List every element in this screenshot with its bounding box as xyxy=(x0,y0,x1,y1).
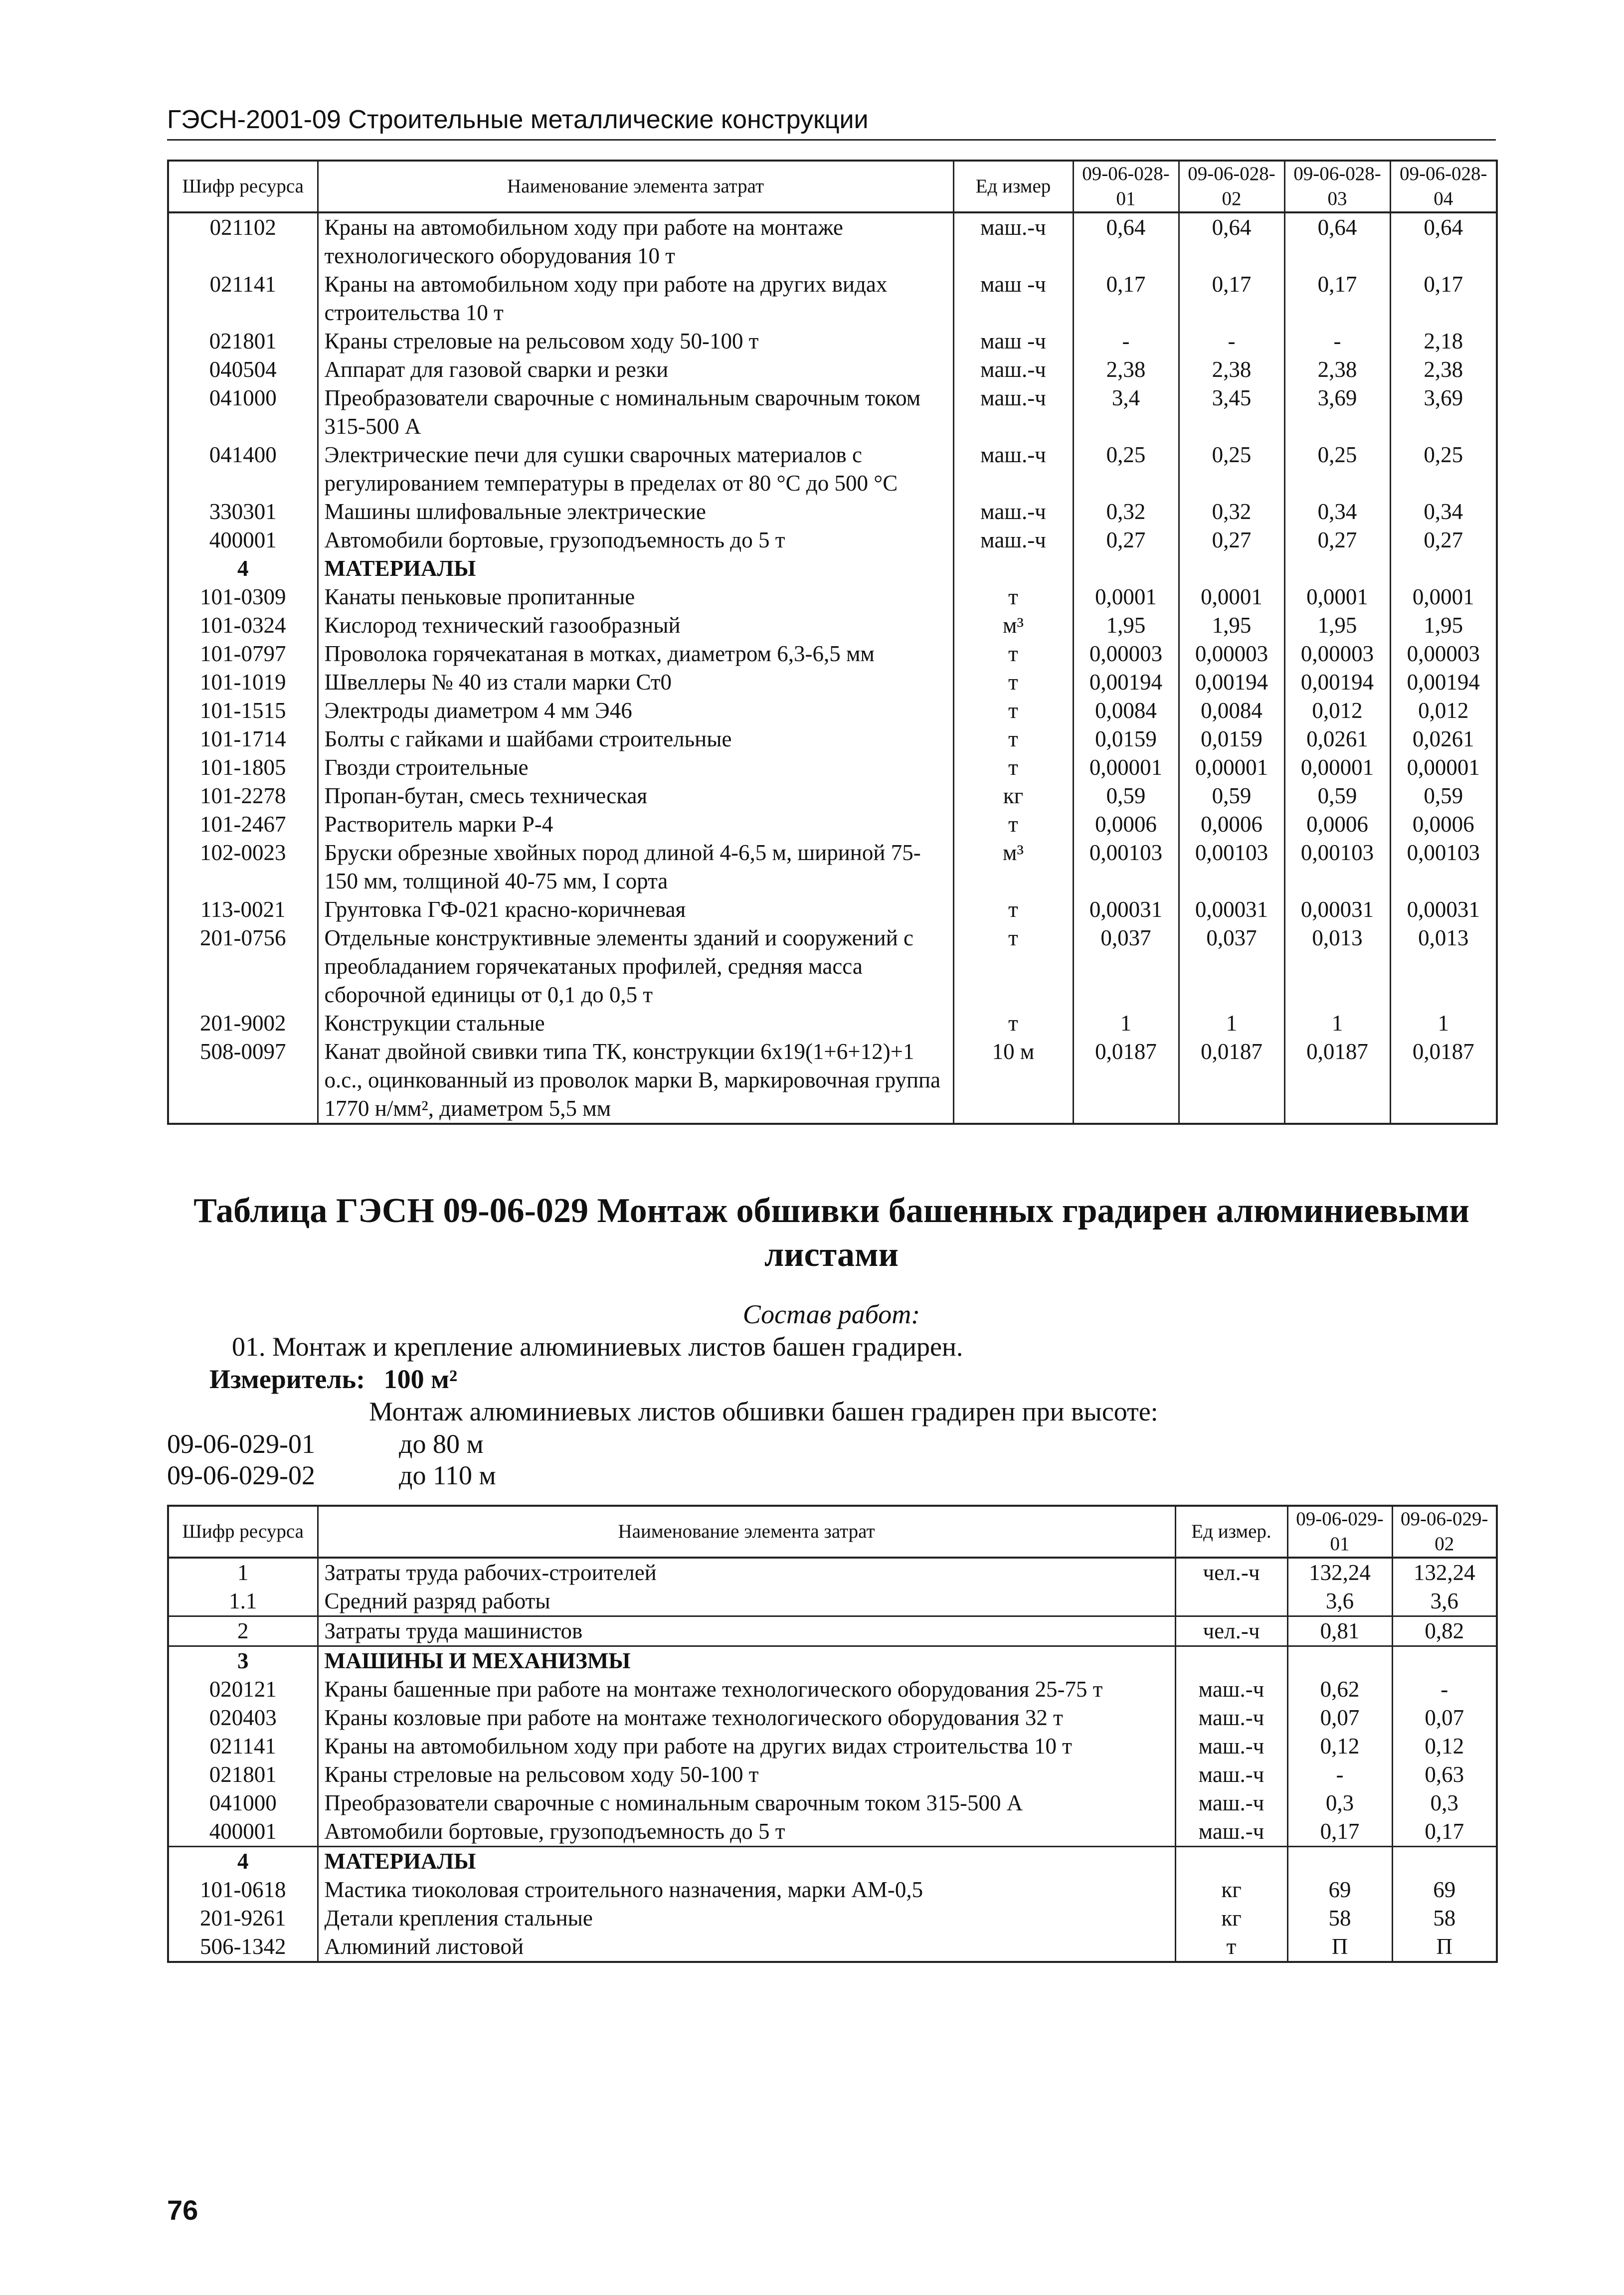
code-cell: 506-1342 xyxy=(168,1933,318,1962)
unit-cell: т xyxy=(953,640,1073,668)
table-row xyxy=(168,1038,1497,1124)
value-cell: 0,0006 xyxy=(1179,810,1284,839)
code-cell: 021141 xyxy=(168,1732,318,1761)
value-cell: 0,64 xyxy=(1390,212,1497,270)
code-cell: 020121 xyxy=(168,1675,318,1704)
code-cell: 101-0309 xyxy=(168,583,318,611)
value-cell xyxy=(1179,554,1284,583)
value-cell: 0,0001 xyxy=(1284,583,1390,611)
table-row xyxy=(168,725,1497,753)
value-cell: 0,25 xyxy=(1284,441,1390,498)
work-item: 01. Монтаж и крепление алюминиевых листов башен градирен. xyxy=(232,1332,963,1362)
value-cell: 0,59 xyxy=(1284,782,1390,810)
value-cell: 0,3 xyxy=(1392,1789,1497,1817)
table-row xyxy=(168,810,1497,839)
page-header: ГЭСН-2001-09 Строительные металлические конструкции xyxy=(167,102,1496,141)
code-cell: 041000 xyxy=(168,1789,318,1817)
value-cell: 0,81 xyxy=(1287,1616,1392,1646)
table-row xyxy=(168,1789,1497,1817)
value-cell: 0,0159 xyxy=(1179,725,1284,753)
value-cell: 0,34 xyxy=(1390,498,1497,526)
value-cell: 0,0001 xyxy=(1390,583,1497,611)
table-row xyxy=(168,1761,1497,1789)
value-cell: 0,013 xyxy=(1284,924,1390,1009)
value-cell: 0,59 xyxy=(1179,782,1284,810)
value-cell: 0,0084 xyxy=(1179,697,1284,725)
code-cell: 101-0618 xyxy=(168,1876,318,1904)
value-cell: 0,64 xyxy=(1284,212,1390,270)
table-row xyxy=(168,839,1497,895)
table-row xyxy=(168,1904,1497,1933)
measure-line xyxy=(209,1364,457,1395)
value-cell: 0,0001 xyxy=(1073,583,1179,611)
value-cell: 1,95 xyxy=(1073,611,1179,640)
name-cell: Аппарат для газовой сварки и резки xyxy=(318,355,953,384)
code-cell: 101-1714 xyxy=(168,725,318,753)
resource-table-029 xyxy=(167,1505,1498,1963)
name-cell: Электрические печи для сушки сварочных материалов с регулированием температуры в пределах от 80 °С до 500 °С xyxy=(318,441,953,498)
page-number: 76 xyxy=(167,2194,198,2226)
col-header-code: Шифр ресурса xyxy=(168,1506,318,1558)
work-composition-label: Состав работ: xyxy=(742,1299,920,1329)
section-row xyxy=(168,1847,1497,1876)
name-cell: Отдельные конструктивные элементы зданий и сооружений с преобладанием горячекатаных профилей, средняя масса сборочной единицы от 0,1 до 0,5 т xyxy=(318,924,953,1009)
value-cell: 0,00003 xyxy=(1284,640,1390,668)
name-cell: Преобразователи сварочные с номинальным сварочным током 315-500 А xyxy=(318,384,953,441)
value-cell: 0,00003 xyxy=(1073,640,1179,668)
value-cell: 0,17 xyxy=(1287,1817,1392,1847)
variant-line xyxy=(167,1460,496,1491)
table-row xyxy=(168,1876,1497,1904)
value-cell: 0,00001 xyxy=(1390,753,1497,782)
col-header-name: Наименование элемента затрат xyxy=(318,161,953,212)
value-cell xyxy=(1392,1847,1497,1876)
table-row xyxy=(168,498,1497,526)
value-cell xyxy=(1392,1646,1497,1676)
value-cell: - xyxy=(1179,327,1284,355)
col-header-norm-1: 09-06-028-01 xyxy=(1073,161,1179,212)
table-row xyxy=(168,753,1497,782)
value-cell: 2,18 xyxy=(1390,327,1497,355)
code-cell: 021102 xyxy=(168,212,318,270)
name-cell: Кислород технический газообразный xyxy=(318,611,953,640)
value-cell: 0,00003 xyxy=(1390,640,1497,668)
value-cell: 0,17 xyxy=(1073,270,1179,327)
name-cell: Бруски обрезные хвойных пород длиной 4-6,5 м, шириной 75-150 мм, толщиной 40-75 мм, I сорта xyxy=(318,839,953,895)
code-cell: 1 xyxy=(168,1558,318,1587)
unit-cell: т xyxy=(953,1009,1073,1038)
unit-cell: т xyxy=(953,810,1073,839)
value-cell: 0,0006 xyxy=(1390,810,1497,839)
value-cell: 1,95 xyxy=(1284,611,1390,640)
code-cell: 1.1 xyxy=(168,1587,318,1616)
variant-code: 09-06-029-02 xyxy=(167,1460,315,1490)
value-cell: 0,00194 xyxy=(1073,668,1179,697)
name-cell: Грунтовка ГФ-021 красно-коричневая xyxy=(318,895,953,924)
unit-cell: маш.-ч xyxy=(953,441,1073,498)
value-cell: 1 xyxy=(1284,1009,1390,1038)
value-cell: 0,12 xyxy=(1287,1732,1392,1761)
name-cell: Канат двойной свивки типа ТК, конструкции 6х19(1+6+12)+1 о.с., оцинкованный из проволок марки В, маркировочная группа 1770 н/мм², диаметром 5,5 мм xyxy=(318,1038,953,1124)
code-cell: 2 xyxy=(168,1616,318,1646)
code-cell: 508-0097 xyxy=(168,1038,318,1124)
value-cell: 3,6 xyxy=(1392,1587,1497,1616)
value-cell: 1 xyxy=(1390,1009,1497,1038)
table-row xyxy=(168,583,1497,611)
code-cell: 101-0324 xyxy=(168,611,318,640)
value-cell: 0,0261 xyxy=(1390,725,1497,753)
table-row xyxy=(168,1616,1497,1646)
col-header-norm-2: 09-06-028-02 xyxy=(1179,161,1284,212)
value-cell: 0,27 xyxy=(1390,526,1497,554)
section-row xyxy=(168,1646,1497,1676)
value-cell xyxy=(1287,1847,1392,1876)
value-cell: 0,32 xyxy=(1073,498,1179,526)
value-cell: 3,45 xyxy=(1179,384,1284,441)
value-cell: 3,69 xyxy=(1284,384,1390,441)
code-cell: 101-2278 xyxy=(168,782,318,810)
table-row xyxy=(168,640,1497,668)
code-cell: 400001 xyxy=(168,1817,318,1847)
value-cell: 0,013 xyxy=(1390,924,1497,1009)
variant-code: 09-06-029-01 xyxy=(167,1429,315,1459)
unit-cell: маш -ч xyxy=(953,327,1073,355)
table-row xyxy=(168,895,1497,924)
variant-text: до 110 м xyxy=(399,1460,496,1490)
value-cell: 2,38 xyxy=(1390,355,1497,384)
unit-cell: чел.-ч xyxy=(1175,1616,1287,1646)
value-cell: 0,27 xyxy=(1179,526,1284,554)
name-cell: Алюминий листовой xyxy=(318,1933,1175,1962)
table-row xyxy=(168,782,1497,810)
value-cell: 0,3 xyxy=(1287,1789,1392,1817)
code-cell: 021801 xyxy=(168,1761,318,1789)
unit-cell: т xyxy=(953,895,1073,924)
name-cell: Затраты труда машинистов xyxy=(318,1616,1175,1646)
unit-cell: маш.-ч xyxy=(1175,1675,1287,1704)
variants-intro: Монтаж алюминиевых листов обшивки башен градирен при высоте: xyxy=(369,1397,1158,1426)
variant-line xyxy=(167,1428,484,1459)
value-cell: 1 xyxy=(1179,1009,1284,1038)
value-cell: 0,12 xyxy=(1392,1732,1497,1761)
value-cell: 0,64 xyxy=(1073,212,1179,270)
table-row xyxy=(168,384,1497,441)
code-cell: 4 xyxy=(168,1847,318,1876)
unit-cell: т xyxy=(953,753,1073,782)
value-cell: 0,0187 xyxy=(1179,1038,1284,1124)
value-cell: 0,27 xyxy=(1073,526,1179,554)
unit-cell: кг xyxy=(1175,1876,1287,1904)
value-cell: 0,25 xyxy=(1179,441,1284,498)
value-cell: 0,82 xyxy=(1392,1616,1497,1646)
code-cell: 201-9261 xyxy=(168,1904,318,1933)
name-cell: Краны стреловые на рельсовом ходу 50-100 т xyxy=(318,327,953,355)
table-row xyxy=(168,1817,1497,1847)
value-cell: 0,25 xyxy=(1073,441,1179,498)
table-row xyxy=(168,611,1497,640)
value-cell: 0,00103 xyxy=(1390,839,1497,895)
value-cell: 0,00103 xyxy=(1179,839,1284,895)
value-cell: 132,24 xyxy=(1392,1558,1497,1587)
value-cell: 0,00103 xyxy=(1073,839,1179,895)
code-cell: 101-1019 xyxy=(168,668,318,697)
measure-label: Измеритель: xyxy=(209,1364,365,1394)
unit-cell: т xyxy=(953,725,1073,753)
name-cell: Автомобили бортовые, грузоподъемность до 5 т xyxy=(318,1817,1175,1847)
unit-cell: т xyxy=(953,924,1073,1009)
code-cell: 041000 xyxy=(168,384,318,441)
col-header-name: Наименование элемента затрат xyxy=(318,1506,1175,1558)
value-cell xyxy=(1390,554,1497,583)
code-cell: 102-0023 xyxy=(168,839,318,895)
unit-cell: кг xyxy=(953,782,1073,810)
unit-cell: т xyxy=(953,697,1073,725)
table-row xyxy=(168,212,1497,270)
table-row xyxy=(168,697,1497,725)
name-cell: Краны на автомобильном ходу при работе на других видах строительства 10 т xyxy=(318,270,953,327)
value-cell: 0,00003 xyxy=(1179,640,1284,668)
value-cell: 0,59 xyxy=(1073,782,1179,810)
value-cell: 58 xyxy=(1287,1904,1392,1933)
code-cell: 040504 xyxy=(168,355,318,384)
value-cell: 0,34 xyxy=(1284,498,1390,526)
value-cell: 0,0187 xyxy=(1073,1038,1179,1124)
value-cell: - xyxy=(1073,327,1179,355)
table-row xyxy=(168,1009,1497,1038)
name-cell: Гвозди строительные xyxy=(318,753,953,782)
value-cell: 0,0006 xyxy=(1284,810,1390,839)
value-cell: 0,00001 xyxy=(1073,753,1179,782)
name-cell: Краны стреловые на рельсовом ходу 50-100 т xyxy=(318,1761,1175,1789)
code-cell: 101-0797 xyxy=(168,640,318,668)
value-cell: 132,24 xyxy=(1287,1558,1392,1587)
unit-cell: чел.-ч xyxy=(1175,1558,1287,1587)
table-row xyxy=(168,270,1497,327)
measure-value: 100 м² xyxy=(383,1364,458,1394)
name-cell: Швеллеры № 40 из стали марки Ст0 xyxy=(318,668,953,697)
unit-cell xyxy=(1175,1587,1287,1616)
value-cell: 2,38 xyxy=(1073,355,1179,384)
code-cell: 020403 xyxy=(168,1704,318,1732)
value-cell: 0,59 xyxy=(1390,782,1497,810)
name-cell: Мастика тиоколовая строительного назначения, марки АМ-0,5 xyxy=(318,1876,1175,1904)
code-cell: 101-2467 xyxy=(168,810,318,839)
code-cell: 021141 xyxy=(168,270,318,327)
unit-cell: маш.-ч xyxy=(953,526,1073,554)
value-cell: П xyxy=(1392,1933,1497,1962)
value-cell: 0,012 xyxy=(1390,697,1497,725)
name-cell: Пропан-бутан, смесь техническая xyxy=(318,782,953,810)
value-cell: 0,64 xyxy=(1179,212,1284,270)
col-header-unit: Ед измер xyxy=(953,161,1073,212)
unit-cell xyxy=(1175,1847,1287,1876)
value-cell: 0,17 xyxy=(1284,270,1390,327)
value-cell: 58 xyxy=(1392,1904,1497,1933)
value-cell: 0,012 xyxy=(1284,697,1390,725)
value-cell xyxy=(1073,554,1179,583)
name-cell: Болты с гайками и шайбами строительные xyxy=(318,725,953,753)
value-cell: 0,32 xyxy=(1179,498,1284,526)
value-cell: 0,17 xyxy=(1392,1817,1497,1847)
unit-cell: маш.-ч xyxy=(1175,1789,1287,1817)
unit-cell: м³ xyxy=(953,839,1073,895)
code-cell: 101-1805 xyxy=(168,753,318,782)
table-row xyxy=(168,924,1497,1009)
col-header-unit: Ед измер. xyxy=(1175,1506,1287,1558)
value-cell: 0,00031 xyxy=(1284,895,1390,924)
table-row xyxy=(168,441,1497,498)
name-cell: Средний разряд работы xyxy=(318,1587,1175,1616)
name-cell: МАТЕРИАЛЫ xyxy=(318,554,953,583)
col-header-norm-1: 09-06-029-01 xyxy=(1287,1506,1392,1558)
value-cell: - xyxy=(1392,1675,1497,1704)
unit-cell: маш.-ч xyxy=(1175,1817,1287,1847)
col-header-code: Шифр ресурса xyxy=(168,161,318,212)
unit-cell: 10 м xyxy=(953,1038,1073,1124)
unit-cell: маш.-ч xyxy=(953,384,1073,441)
value-cell: 0,0187 xyxy=(1390,1038,1497,1124)
section-title: Таблица ГЭСН 09-06-029 Монтаж обшивки башенных градирен алюминиевыми листами xyxy=(193,1192,1469,1274)
value-cell: 0,17 xyxy=(1179,270,1284,327)
col-header-norm-2: 09-06-029-02 xyxy=(1392,1506,1497,1558)
value-cell: 0,00031 xyxy=(1179,895,1284,924)
value-cell xyxy=(1284,554,1390,583)
variant-text: до 80 м xyxy=(399,1429,484,1459)
value-cell: 0,00031 xyxy=(1073,895,1179,924)
table-row xyxy=(168,1675,1497,1704)
value-cell: 0,037 xyxy=(1179,924,1284,1009)
code-cell: 330301 xyxy=(168,498,318,526)
table-row xyxy=(168,327,1497,355)
table-header-row xyxy=(168,1506,1497,1558)
value-cell: 0,00001 xyxy=(1179,753,1284,782)
unit-cell: т xyxy=(1175,1933,1287,1962)
name-cell: Преобразователи сварочные с номинальным сварочным током 315-500 А xyxy=(318,1789,1175,1817)
value-cell: 0,00031 xyxy=(1390,895,1497,924)
name-cell: Машины шлифовальные электрические xyxy=(318,498,953,526)
code-cell: 201-9002 xyxy=(168,1009,318,1038)
unit-cell xyxy=(1175,1646,1287,1676)
name-cell: Детали крепления стальные xyxy=(318,1904,1175,1933)
table-row xyxy=(168,355,1497,384)
code-cell: 201-0756 xyxy=(168,924,318,1009)
code-cell: 400001 xyxy=(168,526,318,554)
value-cell: 2,38 xyxy=(1179,355,1284,384)
name-cell: МАШИНЫ И МЕХАНИЗМЫ xyxy=(318,1646,1175,1676)
unit-cell: маш.-ч xyxy=(953,498,1073,526)
table-row xyxy=(168,526,1497,554)
table-row xyxy=(168,1704,1497,1732)
name-cell: Краны башенные при работе на монтаже технологического оборудования 25-75 т xyxy=(318,1675,1175,1704)
unit-cell: маш -ч xyxy=(953,270,1073,327)
table-header-row xyxy=(168,161,1497,212)
unit-cell: маш.-ч xyxy=(1175,1761,1287,1789)
resource-table-028 xyxy=(167,160,1498,1125)
value-cell: 0,25 xyxy=(1390,441,1497,498)
value-cell: 3,6 xyxy=(1287,1587,1392,1616)
value-cell: 0,0159 xyxy=(1073,725,1179,753)
name-cell: МАТЕРИАЛЫ xyxy=(318,1847,1175,1876)
name-cell: Автомобили бортовые, грузоподъемность до 5 т xyxy=(318,526,953,554)
table-row xyxy=(168,668,1497,697)
code-cell: 021801 xyxy=(168,327,318,355)
code-cell: 4 xyxy=(168,554,318,583)
value-cell: 0,00194 xyxy=(1390,668,1497,697)
value-cell: 0,62 xyxy=(1287,1675,1392,1704)
table-row xyxy=(168,1587,1497,1616)
name-cell: Краны козловые при работе на монтаже технологического оборудования 32 т xyxy=(318,1704,1175,1732)
value-cell: 0,07 xyxy=(1392,1704,1497,1732)
value-cell: 2,38 xyxy=(1284,355,1390,384)
unit-cell: т xyxy=(953,583,1073,611)
name-cell: Канаты пеньковые пропитанные xyxy=(318,583,953,611)
value-cell: 0,00194 xyxy=(1284,668,1390,697)
value-cell: - xyxy=(1284,327,1390,355)
value-cell: 0,0084 xyxy=(1073,697,1179,725)
value-cell xyxy=(1287,1646,1392,1676)
value-cell: 0,00001 xyxy=(1284,753,1390,782)
value-cell: 1,95 xyxy=(1390,611,1497,640)
unit-cell: маш.-ч xyxy=(1175,1732,1287,1761)
name-cell: Краны на автомобильном ходу при работе на других видах строительства 10 т xyxy=(318,1732,1175,1761)
value-cell: 0,0001 xyxy=(1179,583,1284,611)
table-row xyxy=(168,1732,1497,1761)
name-cell: Затраты труда рабочих-строителей xyxy=(318,1558,1175,1587)
unit-cell: т xyxy=(953,668,1073,697)
col-header-norm-3: 09-06-028-03 xyxy=(1284,161,1390,212)
table-row xyxy=(168,1558,1497,1587)
name-cell: Краны на автомобильном ходу при работе на монтаже технологического оборудования 10 т xyxy=(318,212,953,270)
value-cell: 3,4 xyxy=(1073,384,1179,441)
unit-cell xyxy=(953,554,1073,583)
value-cell: 0,63 xyxy=(1392,1761,1497,1789)
value-cell: 69 xyxy=(1392,1876,1497,1904)
value-cell: 0,0006 xyxy=(1073,810,1179,839)
value-cell: 0,00194 xyxy=(1179,668,1284,697)
value-cell: 0,0187 xyxy=(1284,1038,1390,1124)
value-cell: 1,95 xyxy=(1179,611,1284,640)
value-cell: 1 xyxy=(1073,1009,1179,1038)
unit-cell: кг xyxy=(1175,1904,1287,1933)
value-cell: 0,27 xyxy=(1284,526,1390,554)
name-cell: Проволока горячекатаная в мотках, диаметром 6,3-6,5 мм xyxy=(318,640,953,668)
code-cell: 101-1515 xyxy=(168,697,318,725)
value-cell: 0,037 xyxy=(1073,924,1179,1009)
unit-cell: маш.-ч xyxy=(1175,1704,1287,1732)
value-cell: 0,00103 xyxy=(1284,839,1390,895)
name-cell: Растворитель марки Р-4 xyxy=(318,810,953,839)
code-cell: 113-0021 xyxy=(168,895,318,924)
col-header-norm-4: 09-06-028-04 xyxy=(1390,161,1497,212)
value-cell: 69 xyxy=(1287,1876,1392,1904)
value-cell: 3,69 xyxy=(1390,384,1497,441)
name-cell: Электроды диаметром 4 мм Э46 xyxy=(318,697,953,725)
value-cell: - xyxy=(1287,1761,1392,1789)
value-cell: 0,07 xyxy=(1287,1704,1392,1732)
name-cell: Конструкции стальные xyxy=(318,1009,953,1038)
value-cell: 0,0261 xyxy=(1284,725,1390,753)
unit-cell: м³ xyxy=(953,611,1073,640)
code-cell: 041400 xyxy=(168,441,318,498)
unit-cell: маш.-ч xyxy=(953,212,1073,270)
unit-cell: маш.-ч xyxy=(953,355,1073,384)
value-cell: 0,17 xyxy=(1390,270,1497,327)
section-row xyxy=(168,554,1497,583)
value-cell: П xyxy=(1287,1933,1392,1962)
table-row xyxy=(168,1933,1497,1962)
code-cell: 3 xyxy=(168,1646,318,1676)
